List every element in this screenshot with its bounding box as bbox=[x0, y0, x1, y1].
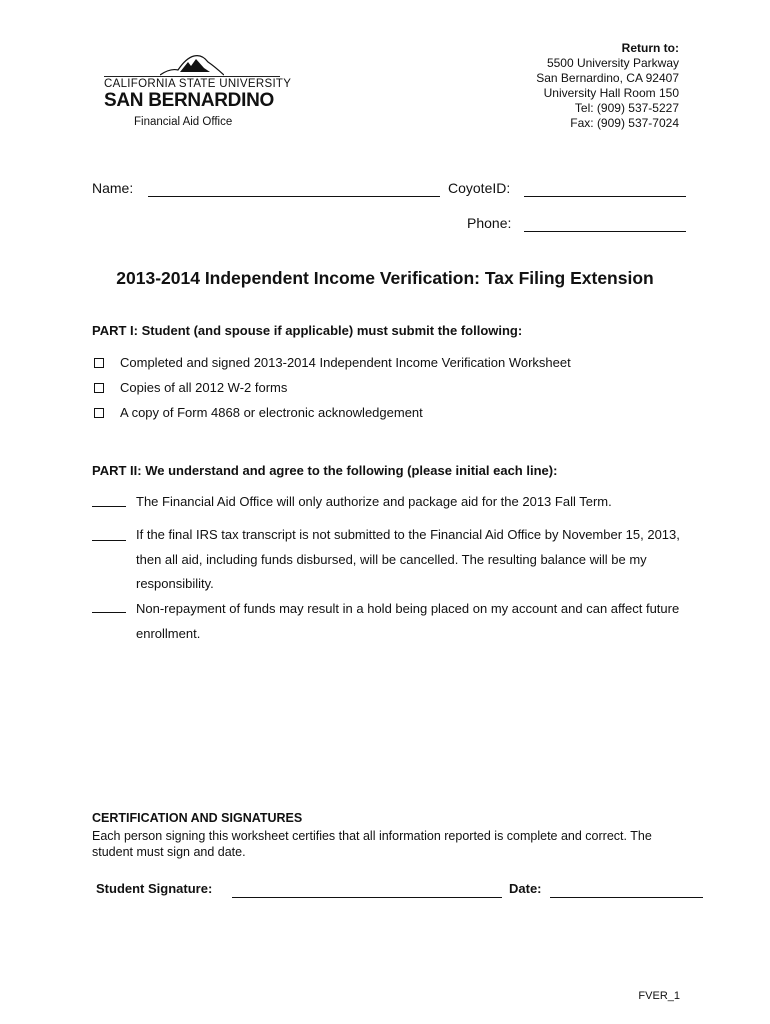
return-address bbox=[536, 41, 679, 131]
initial-field[interactable] bbox=[92, 506, 126, 507]
part2-item: The Financial Aid Office will only authorize and package aid for the 2013 Fall Term. bbox=[136, 494, 612, 509]
certification-body: Each person signing this worksheet certifies that all information reported is complete and correct. The student must sign and date. bbox=[92, 829, 652, 859]
return-address-title: Return to: bbox=[621, 41, 679, 55]
mountain-logo-icon bbox=[160, 52, 224, 76]
name-label: Name: bbox=[92, 180, 134, 196]
return-address-line: Tel: (909) 537-5227 bbox=[574, 101, 679, 115]
university-logo bbox=[104, 52, 292, 132]
return-address-line: San Bernardino, CA 92407 bbox=[536, 71, 679, 85]
part1-item-label: A copy of Form 4868 or electronic acknowledgement bbox=[120, 405, 423, 420]
date-label: Date: bbox=[509, 881, 542, 896]
return-address-line: University Hall Room 150 bbox=[543, 86, 679, 100]
part2-item: Non-repayment of funds may result in a hold being placed on my account and can affect future enrollment. bbox=[136, 601, 680, 641]
logo-rule bbox=[104, 76, 280, 77]
phone-field[interactable] bbox=[524, 231, 686, 232]
part1-item bbox=[92, 355, 571, 370]
student-signature-label: Student Signature: bbox=[96, 881, 213, 896]
return-address-line: Fax: (909) 537-7024 bbox=[570, 116, 679, 130]
coyoteid-label: CoyoteID: bbox=[448, 180, 511, 196]
return-address-line: 5500 University Parkway bbox=[546, 56, 679, 70]
phone-label: Phone: bbox=[467, 215, 512, 231]
certification-heading: CERTIFICATION AND SIGNATURES bbox=[92, 811, 303, 825]
logo-university-system: CALIFORNIA STATE UNIVERSITY bbox=[104, 78, 292, 90]
checkbox[interactable] bbox=[94, 408, 104, 418]
checkbox[interactable] bbox=[94, 358, 104, 368]
logo-campus-name: SAN BERNARDINO bbox=[104, 90, 274, 111]
initial-field[interactable] bbox=[92, 540, 126, 541]
document-title: 2013-2014 Independent Income Verification: Tax Filing Extension bbox=[116, 268, 654, 288]
form-code: FVER_1 bbox=[638, 990, 680, 1002]
part1-item bbox=[92, 380, 287, 395]
part1-item-label: Completed and signed 2013-2014 Independent Income Verification Worksheet bbox=[120, 355, 571, 370]
part2-heading: PART II: We understand and agree to the following (please initial each line): bbox=[92, 463, 558, 478]
part1-item-label: Copies of all 2012 W-2 forms bbox=[120, 380, 288, 395]
initial-field[interactable] bbox=[92, 612, 126, 613]
name-field[interactable] bbox=[148, 196, 440, 197]
date-field[interactable] bbox=[550, 897, 703, 898]
part1-item bbox=[92, 405, 423, 420]
coyoteid-field[interactable] bbox=[524, 196, 686, 197]
logo-office-name: Financial Aid Office bbox=[134, 116, 233, 128]
checkbox[interactable] bbox=[94, 383, 104, 393]
student-signature-field[interactable] bbox=[232, 897, 502, 898]
part1-heading: PART I: Student (and spouse if applicable) must submit the following: bbox=[92, 323, 523, 338]
part2-item: If the final IRS tax transcript is not submitted to the Financial Aid Office by November 15, 2013, then all aid, including funds disbursed, will be cancelled. The resulting balance will be my responsibility. bbox=[136, 527, 680, 591]
